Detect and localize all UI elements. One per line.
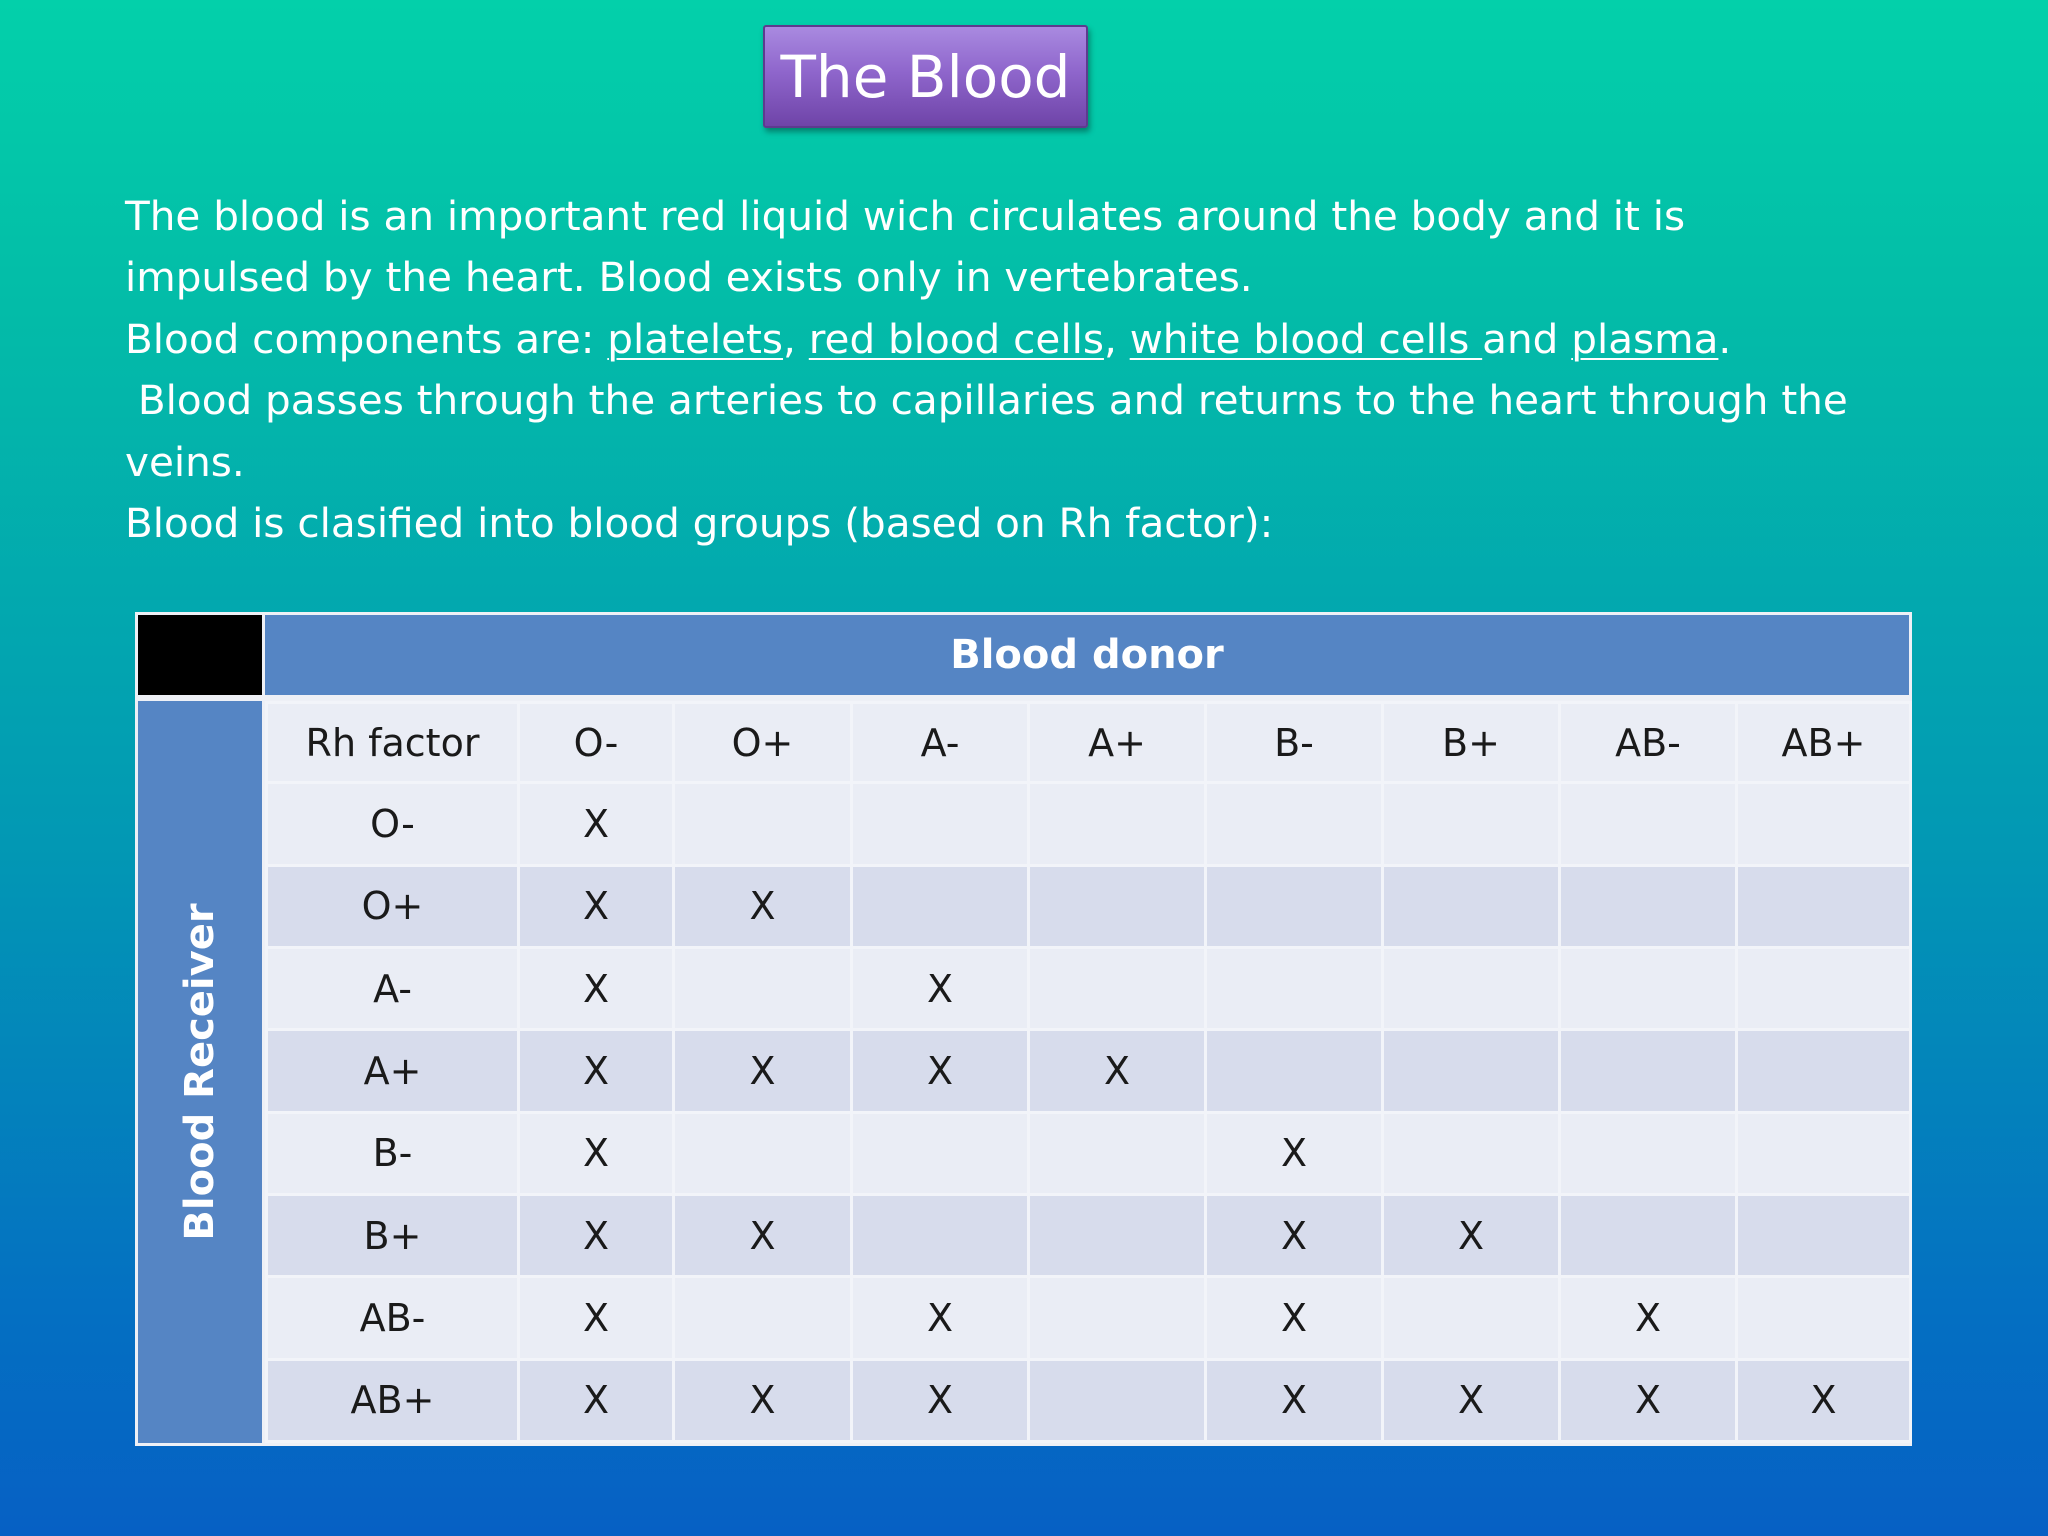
compat-cell: [1737, 1194, 1911, 1276]
table-row: [267, 1030, 1911, 1112]
row-label: B+: [267, 1194, 519, 1276]
column-header: AB+: [1737, 703, 1911, 783]
row-label: O+: [267, 865, 519, 947]
compat-cell: X: [1383, 1359, 1560, 1441]
compat-cell: [1560, 865, 1737, 947]
table-row: [267, 1112, 1911, 1194]
compat-cell: [1029, 783, 1206, 865]
title-box: [763, 25, 1088, 128]
compat-cell: [1560, 1194, 1737, 1276]
compat-cell: [1560, 947, 1737, 1029]
compat-cell: [852, 1194, 1029, 1276]
compat-cell: [1029, 1277, 1206, 1359]
compat-cell: X: [519, 865, 674, 947]
column-header: B+: [1383, 703, 1560, 783]
table-row: [267, 1359, 1911, 1441]
row-label: AB-: [267, 1277, 519, 1359]
compat-cell: [1029, 1194, 1206, 1276]
compat-cell: [1737, 947, 1911, 1029]
blood-receiver-label: Blood Receiver: [177, 903, 223, 1241]
paragraph-line-1: The blood is an important red liquid wich circulates around the body and it is: [125, 192, 1686, 240]
intro-paragraph: [125, 186, 1985, 554]
compat-cell: [674, 1277, 852, 1359]
compat-cell: [1383, 1277, 1560, 1359]
column-header: O+: [674, 703, 852, 783]
blood-donor-header: [265, 615, 1909, 695]
compat-cell: X: [519, 1194, 674, 1276]
compat-cell: [1029, 865, 1206, 947]
paragraph-line-components: [125, 309, 1985, 370]
table-row: [267, 865, 1911, 947]
row-label: B-: [267, 1112, 519, 1194]
compat-cell: [1029, 947, 1206, 1029]
row-label: A-: [267, 947, 519, 1029]
compat-cell: X: [1737, 1359, 1911, 1441]
compat-cell: X: [519, 1030, 674, 1112]
components-prefix: Blood components are:: [125, 314, 608, 363]
compat-cell: X: [1206, 1112, 1383, 1194]
compat-cell: [1383, 1112, 1560, 1194]
compatibility-table: [135, 612, 1912, 1446]
paragraph-line-5: veins.: [125, 437, 245, 486]
table-row: [267, 783, 1911, 865]
compat-cell: [1737, 1277, 1911, 1359]
compat-cell: [1737, 1030, 1911, 1112]
column-header: O-: [519, 703, 674, 783]
compatibility-grid: [265, 701, 1912, 1443]
compat-cell: X: [674, 865, 852, 947]
compat-cell: [1383, 1030, 1560, 1112]
compat-cell: X: [519, 1359, 674, 1441]
compat-cell: X: [519, 947, 674, 1029]
compat-cell: [674, 783, 852, 865]
compat-cell: [852, 1112, 1029, 1194]
compat-cell: [674, 1112, 852, 1194]
column-header-row: [267, 703, 1911, 783]
table-row: [267, 1277, 1911, 1359]
slide-title: The Blood: [780, 42, 1071, 111]
compat-cell: [852, 865, 1029, 947]
compat-cell: [1737, 865, 1911, 947]
compat-cell: [852, 783, 1029, 865]
paragraph-line-6: Blood is clasified into blood groups (based on Rh factor):: [125, 499, 1274, 548]
compat-cell: X: [1560, 1359, 1737, 1441]
compat-cell: X: [1206, 1194, 1383, 1276]
compat-cell: X: [852, 1359, 1029, 1441]
compat-cell: [1029, 1112, 1206, 1194]
plasma-link[interactable]: plasma: [1571, 314, 1719, 363]
period: .: [1718, 314, 1732, 363]
compat-cell: [1737, 1112, 1911, 1194]
compat-cell: X: [519, 783, 674, 865]
compat-cell: [1206, 947, 1383, 1029]
compat-cell: [1029, 1359, 1206, 1441]
compat-cell: X: [674, 1194, 852, 1276]
compat-cell: X: [1560, 1277, 1737, 1359]
rh-factor-header: Rh factor: [267, 703, 519, 783]
compat-cell: [1206, 783, 1383, 865]
compat-cell: [1383, 947, 1560, 1029]
compat-cell: X: [852, 1030, 1029, 1112]
paragraph-line-2: impulsed by the heart. Blood exists only in vertebrates.: [125, 253, 1253, 302]
compat-cell: [1560, 1112, 1737, 1194]
blood-donor-label: Blood donor: [950, 632, 1224, 678]
compat-cell: X: [674, 1359, 852, 1441]
row-label: O-: [267, 783, 519, 865]
compat-cell: [1560, 1030, 1737, 1112]
compat-cell: X: [1206, 1277, 1383, 1359]
compat-cell: X: [1029, 1030, 1206, 1112]
table-row: [267, 947, 1911, 1029]
compat-cell: X: [1383, 1194, 1560, 1276]
separator: ,: [783, 314, 809, 363]
compat-cell: [674, 947, 852, 1029]
compat-cell: X: [1206, 1359, 1383, 1441]
compat-cell: X: [852, 947, 1029, 1029]
column-header: AB-: [1560, 703, 1737, 783]
table-row: [267, 1194, 1911, 1276]
white-blood-cells-link[interactable]: white blood cells: [1129, 314, 1483, 363]
column-header: B-: [1206, 703, 1383, 783]
platelets-link[interactable]: platelets: [607, 314, 784, 363]
column-header: A-: [852, 703, 1029, 783]
red-blood-cells-link[interactable]: red blood cells: [808, 314, 1104, 363]
compat-cell: X: [519, 1277, 674, 1359]
table-corner-cell: [138, 615, 262, 695]
compat-cell: [1560, 783, 1737, 865]
compat-cell: [1206, 865, 1383, 947]
compat-cell: [1206, 1030, 1383, 1112]
row-label: A+: [267, 1030, 519, 1112]
paragraph-line-4: Blood passes through the arteries to capillaries and returns to the heart through the: [125, 376, 1848, 425]
row-label: AB+: [267, 1359, 519, 1441]
column-header: A+: [1029, 703, 1206, 783]
separator: ,: [1103, 314, 1130, 363]
compat-cell: [1383, 783, 1560, 865]
compat-cell: [1737, 783, 1911, 865]
and-text: and: [1482, 314, 1572, 363]
compat-cell: X: [852, 1277, 1029, 1359]
compat-cell: [1383, 865, 1560, 947]
compat-cell: X: [519, 1112, 674, 1194]
compat-cell: X: [674, 1030, 852, 1112]
blood-receiver-header: [138, 701, 262, 1443]
